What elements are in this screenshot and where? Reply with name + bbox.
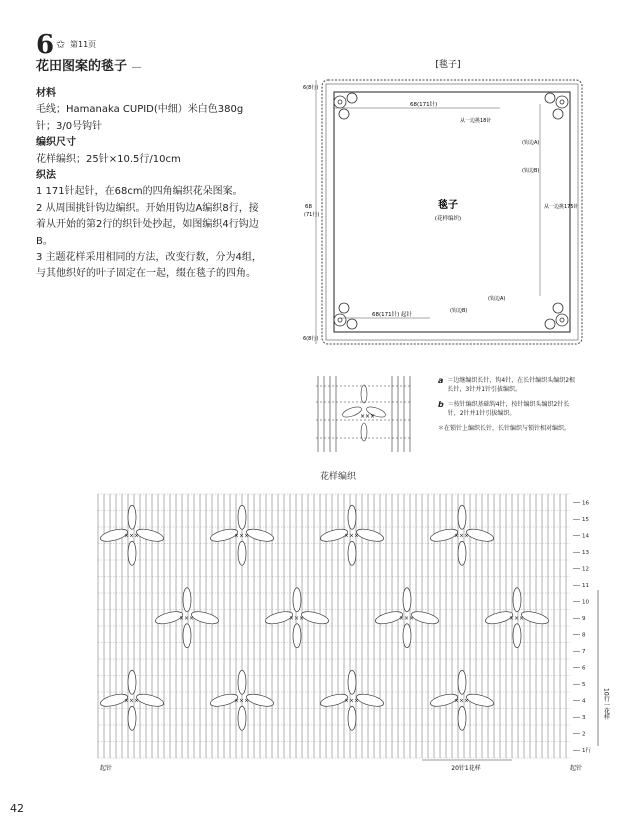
page-title	[36, 55, 142, 74]
row-label: 4	[582, 698, 586, 705]
blanket-center-sub: (花样编织)	[434, 216, 462, 222]
petal-shape	[513, 588, 521, 612]
gauge-text: 花样编织；25针×10.5行/10cm	[36, 153, 181, 165]
title-text: 花田图案的毯子	[36, 59, 128, 74]
petal-shape	[238, 706, 246, 730]
petal-shape	[128, 706, 136, 730]
petal-shape	[513, 624, 521, 648]
corner-flower-icon	[334, 303, 357, 329]
petal-shape	[458, 670, 466, 694]
right-pickup-side: 从一边挑175针	[544, 204, 579, 210]
edge-a-label: (钩边A)	[522, 140, 540, 146]
leaf-shape	[355, 527, 385, 544]
leaf-shape	[135, 692, 165, 709]
legend-a	[438, 376, 578, 394]
row-label: 9	[582, 616, 586, 623]
petal-shape	[458, 706, 466, 730]
edge-b-label: (钩边B)	[450, 308, 468, 314]
petal-shape	[348, 670, 356, 694]
row-label: 12	[582, 566, 589, 573]
petal-shape	[293, 588, 301, 612]
stitch-detail	[314, 372, 414, 456]
page-number: 42	[10, 802, 24, 815]
petal-shape	[293, 624, 301, 648]
row-label: 14	[582, 533, 589, 540]
legend-a-text: ＝边继编织长针，钩4针，在长针编织头编织2根长针，3针并1针引拔编织。	[447, 377, 576, 393]
row-label: 6	[582, 665, 586, 672]
flower-motif-icon	[319, 505, 385, 565]
legend-b-text: ＝按针编织基础钩4针，按针编织头编织2针长针，2针并1针引拔编织。	[447, 401, 570, 417]
leaf-shape	[520, 609, 550, 626]
stitch-x-marks: ×××	[454, 532, 470, 540]
petal-shape	[348, 541, 356, 565]
legend	[438, 376, 578, 433]
corner-flower-icon	[334, 93, 357, 119]
stitch-x-marks: ×××	[509, 614, 525, 622]
petal-shape	[183, 624, 191, 648]
corner-flower-icon	[545, 303, 568, 329]
legend-note: ＊在锁针上编织长针，长针编织与锁针相对编织。	[438, 425, 571, 432]
page-reference: 第11页	[70, 40, 97, 49]
repeat-width-label: 20针1花样	[451, 765, 481, 772]
pattern-chart-title: 花样编织	[320, 472, 357, 482]
legend-b	[438, 400, 578, 418]
row-label: 2	[582, 731, 586, 738]
start-label-right: 起针	[570, 765, 583, 772]
yarn-text: 毛线；Hamanaka CUPID(中细）米白色380g	[36, 104, 244, 116]
title-dash: —	[131, 62, 142, 73]
left-dim-top: 6(8行)	[303, 85, 319, 91]
petal-shape	[348, 505, 356, 529]
flower-motif-icon	[209, 505, 275, 565]
stitch-x-marks: ×××	[179, 614, 195, 622]
step-1: 1 171针起针，在68cm的四角编织花朵图案。	[36, 186, 243, 198]
petal-shape	[183, 588, 191, 612]
blanket-diagram	[300, 56, 610, 352]
flower-motif-icon	[429, 670, 495, 730]
row-label: 16	[582, 500, 589, 507]
stitch-x-marks: ×××	[124, 697, 140, 705]
step-3: 3 主题花样采用相同的方法，改变行数，分为4组，与其他织好的叶子固定在一起，缀在毯子的四角。	[36, 252, 262, 280]
petal-shape	[348, 706, 356, 730]
row-label: 13	[582, 550, 589, 557]
row-label: 11	[582, 583, 589, 590]
stitch-x-marks: ×××	[234, 697, 250, 705]
flower-motif-icon	[429, 505, 495, 565]
stitch-x-marks: ×××	[344, 532, 360, 540]
leaf-shape	[465, 692, 495, 709]
leaf-shape	[300, 609, 330, 626]
petal-shape	[238, 505, 246, 529]
instructions	[36, 86, 268, 283]
stitch-x-marks: ×××	[124, 532, 140, 540]
blanket-body	[334, 92, 570, 332]
row-label: 7	[582, 649, 586, 656]
bottom-dim: 68(171针) 起针	[372, 312, 413, 318]
stitch-x-marks: ×××	[399, 614, 415, 622]
legend-b-symbol: b	[438, 400, 444, 409]
row-label: 5	[582, 682, 586, 689]
right-pickup-top: 从一边挑18针	[460, 118, 492, 124]
outer-edge	[322, 80, 582, 344]
stitch-x-marks: ×××	[289, 614, 305, 622]
repeat-label: 10行一花样	[602, 688, 610, 720]
flower-motif-icon	[374, 588, 440, 648]
needle-text: 针；3/0号钩针	[36, 120, 103, 132]
petal-shape	[238, 541, 246, 565]
flower-motif-icon	[319, 670, 385, 730]
stitch-x-marks: ×××	[234, 532, 250, 540]
edge-a-label: (钩边A)	[488, 296, 506, 302]
method-heading: 织法	[36, 170, 56, 182]
leaf-shape	[190, 609, 220, 626]
row-label: 8	[582, 632, 586, 639]
leaf-shape	[410, 609, 440, 626]
row-labels	[573, 501, 591, 754]
chart-grid	[98, 494, 570, 758]
petal-shape	[128, 541, 136, 565]
petal-shape	[128, 505, 136, 529]
legend-a-symbol: a	[438, 376, 444, 385]
leaf-shape	[135, 527, 165, 544]
petal-shape	[458, 541, 466, 565]
stitch-x-marks: ×××	[344, 697, 360, 705]
corner-flower-icon	[545, 93, 568, 119]
row-label: 15	[582, 517, 589, 524]
pattern-chart	[92, 484, 612, 774]
edge-b-label: (钩边B)	[522, 168, 540, 174]
flower-motif-icon	[99, 505, 165, 565]
row-label: 1行	[582, 748, 591, 755]
blanket-diagram-label: [毯子]	[435, 60, 461, 70]
flower-motif-icon	[209, 670, 275, 730]
petal-shape	[238, 670, 246, 694]
row-label: 3	[582, 715, 586, 722]
stitch-x-marks: ×××	[454, 697, 470, 705]
top-dim: 68(171针)	[410, 102, 438, 108]
pattern-number: 6	[36, 30, 55, 60]
petal-shape	[458, 505, 466, 529]
blanket-center-title: 毯子	[438, 200, 458, 211]
left-dim-rows: (71行)	[304, 212, 320, 218]
left-dim-bottom: 6(8行)	[303, 336, 319, 342]
leaf-shape	[355, 692, 385, 709]
step-2: 2 从周围挑针钩边编织。开始用钩边A编织8行，接着从开始的第2行的织针处抄起，如图编织4行钩边B。	[36, 202, 259, 247]
petal-shape	[128, 670, 136, 694]
row-label: 10	[582, 599, 589, 606]
stitch-x-marks: ×××	[360, 413, 376, 420]
flower-motif-icon	[99, 670, 165, 730]
left-dim: 68	[305, 204, 312, 210]
star-icon: ✩	[56, 38, 66, 51]
materials-heading: 材料	[36, 88, 56, 99]
petal-shape	[403, 588, 411, 612]
leaf-shape	[465, 527, 495, 544]
start-label-left: 起针	[100, 765, 113, 772]
size-heading: 编织尺寸	[36, 137, 76, 149]
petal-shape	[403, 624, 411, 648]
